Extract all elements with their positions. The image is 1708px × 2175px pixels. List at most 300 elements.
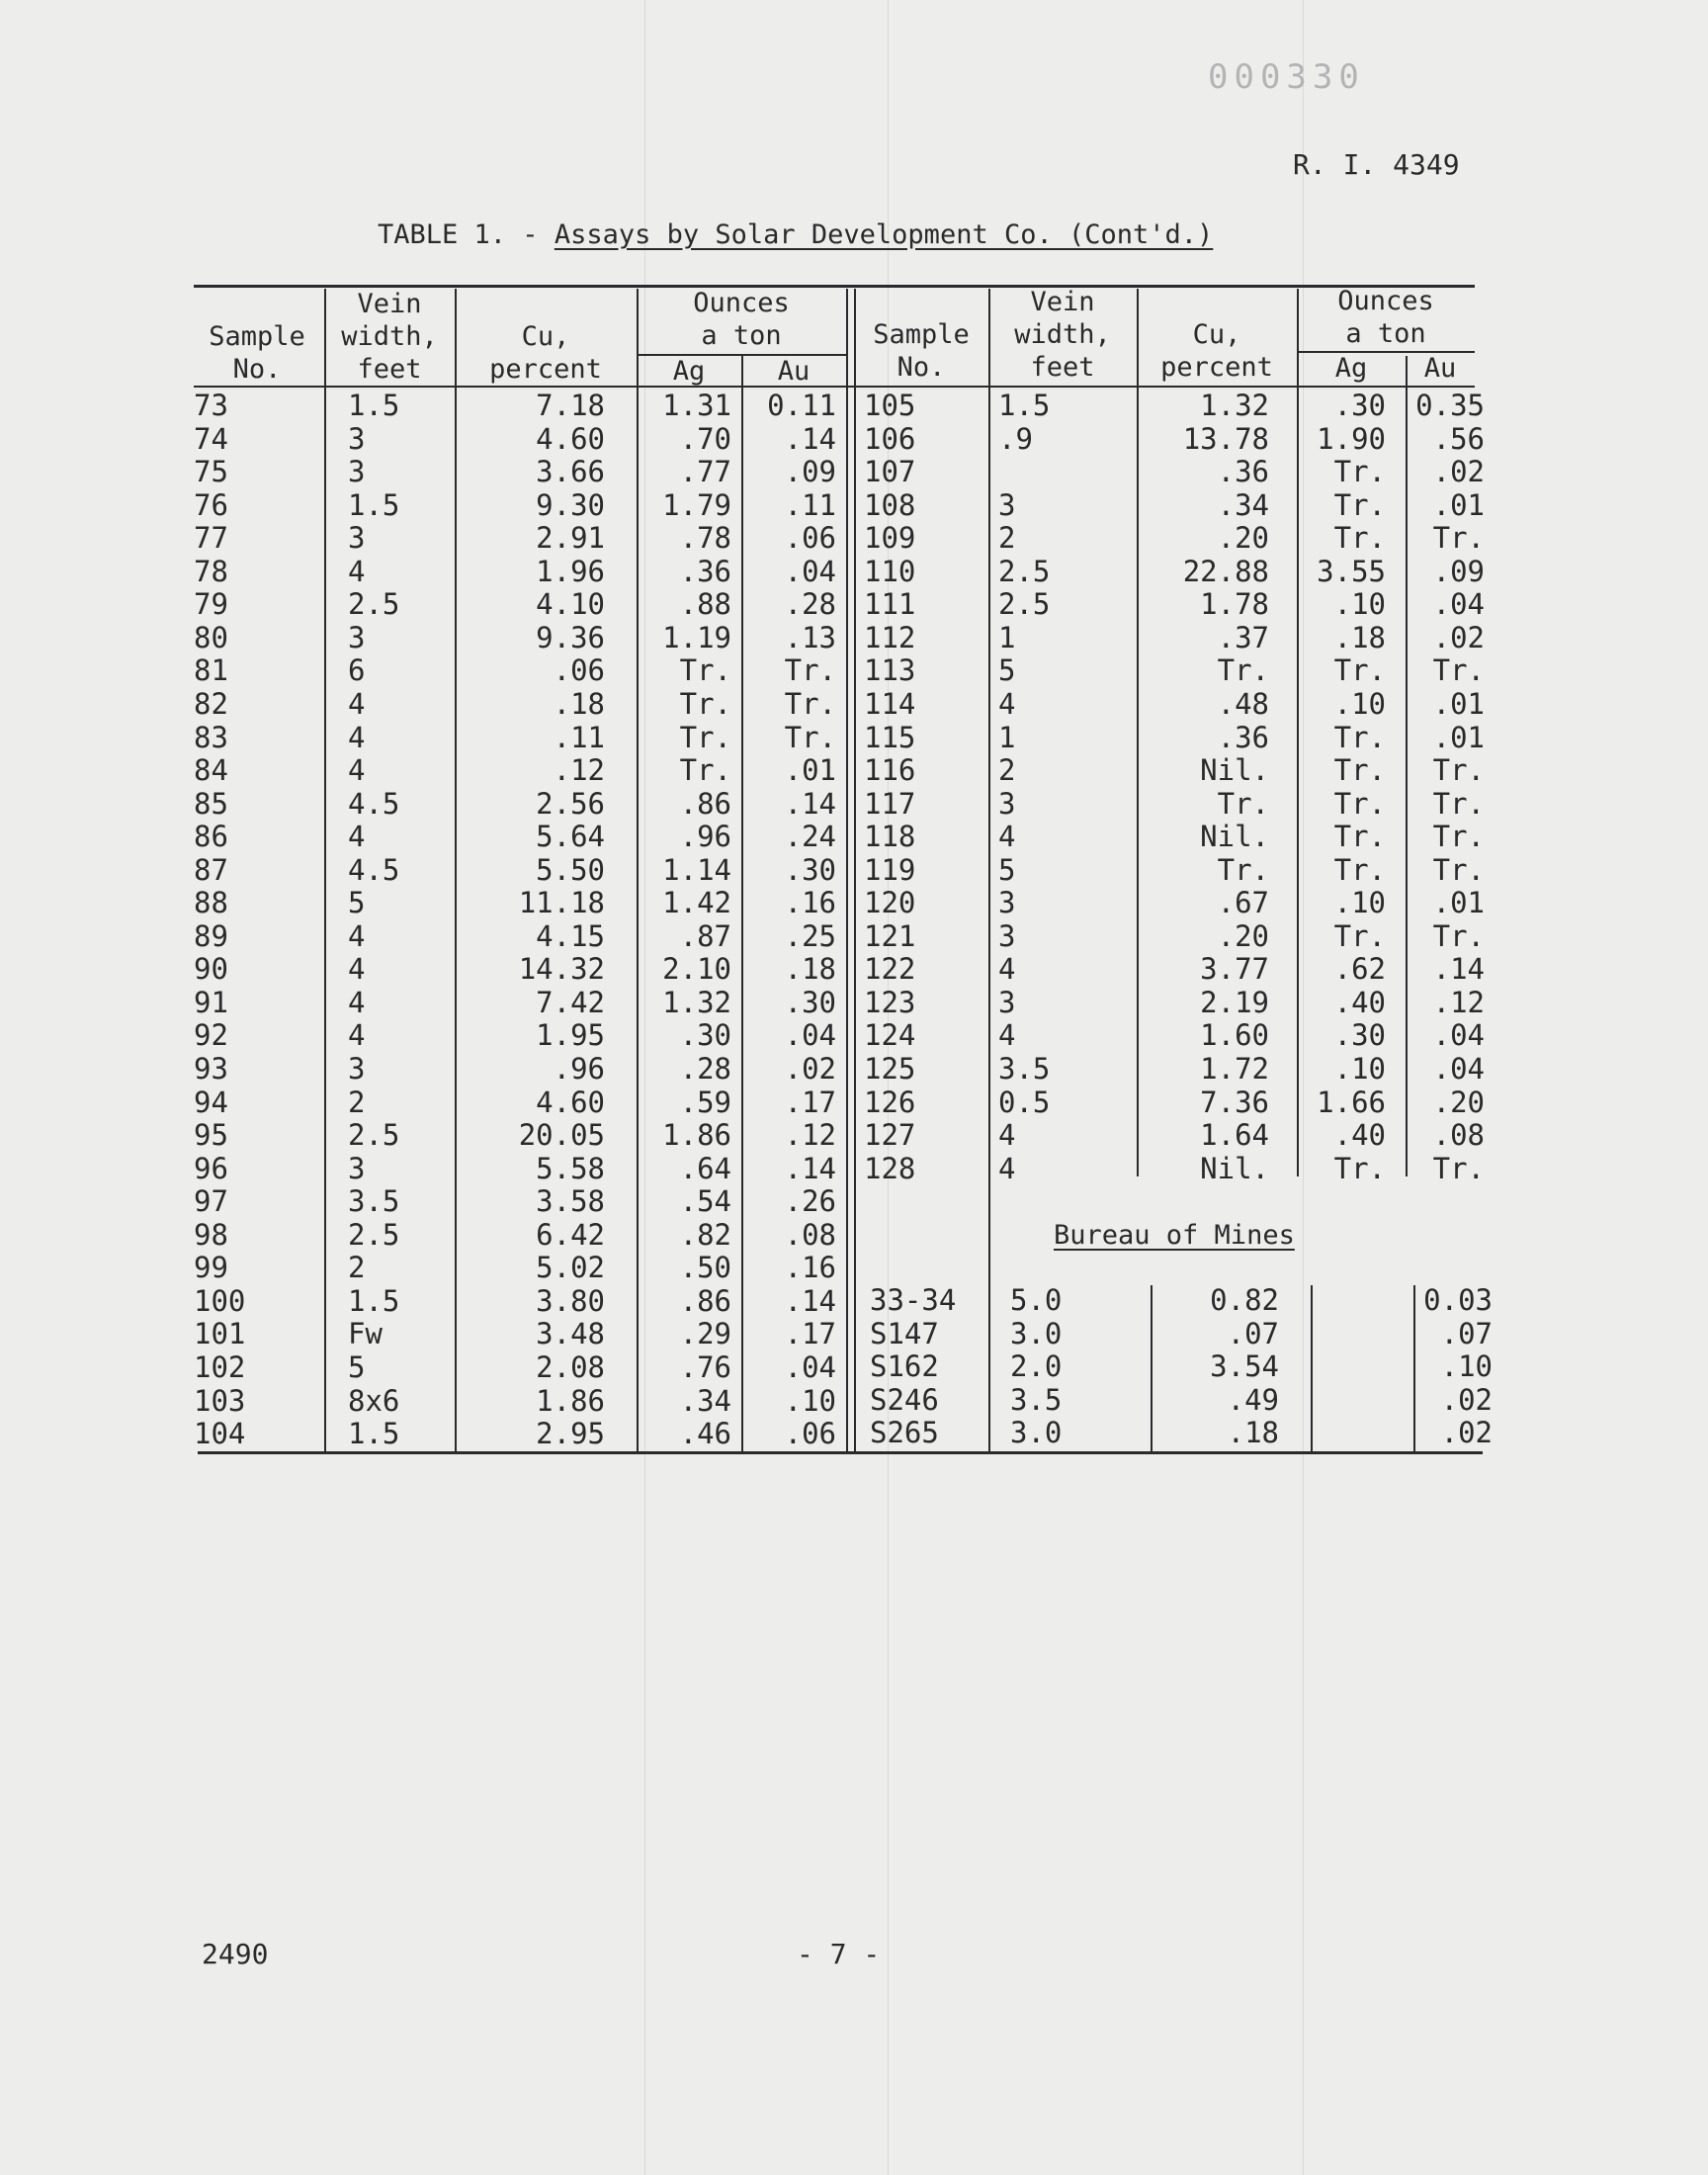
- left-row-ag: .87: [679, 918, 731, 953]
- header-vein-left-line-1: width,: [341, 321, 438, 352]
- left-row-au: .14: [784, 786, 836, 821]
- left-row-au: Tr.: [784, 720, 836, 754]
- left-row-ag: 1.14: [662, 852, 731, 887]
- left-row-vein: 2: [348, 1085, 366, 1119]
- right-row-vein: 2.5: [998, 554, 1051, 588]
- left-row-cu: 5.02: [536, 1251, 605, 1285]
- bureau-row-vein: 2.0: [1010, 1349, 1063, 1384]
- header-sample-right-line-0: Sample: [873, 319, 970, 350]
- header-ag-right: Ag: [1334, 353, 1368, 384]
- left-row-vein: 4: [348, 820, 366, 854]
- page-number: - 7 -: [797, 1938, 881, 1970]
- header-ounces-left-line-0: Ounces: [693, 288, 790, 318]
- left-row-sample: 98: [194, 1217, 228, 1252]
- left-row-sample: 76: [194, 487, 228, 522]
- right-row-ag: Tr.: [1333, 753, 1386, 788]
- left-row-ag: 1.42: [662, 886, 731, 920]
- left-row-ag: .88: [679, 587, 731, 622]
- left-row-cu: 6.42: [536, 1217, 605, 1252]
- bureau-row-vein: 3.5: [1010, 1382, 1063, 1417]
- left-row-cu: .11: [553, 720, 605, 754]
- right-row-sample: 112: [864, 620, 916, 654]
- left-row-cu: 2.56: [536, 786, 605, 821]
- left-row-sample: 91: [194, 985, 228, 1019]
- left-row-au: .06: [784, 1417, 836, 1451]
- left-row-au: .30: [784, 852, 836, 887]
- right-row-ag: 3.55: [1317, 554, 1386, 588]
- left-row-cu: 14.32: [518, 952, 605, 987]
- left-row-sample: 81: [194, 653, 228, 688]
- right-row-vein: 4: [998, 820, 1016, 854]
- right-row-cu: 1.32: [1200, 389, 1269, 422]
- left-row-vein: 3: [348, 521, 366, 556]
- left-row-vein: 4: [348, 554, 366, 588]
- right-row-cu: Nil.: [1200, 1151, 1269, 1185]
- left-row-au: .09: [784, 455, 836, 489]
- left-row-sample: 74: [194, 421, 228, 456]
- right-row-au: .08: [1432, 1118, 1485, 1153]
- left-row-vein: 8x6: [348, 1383, 400, 1418]
- left-row-sample: 100: [194, 1283, 246, 1318]
- left-row-cu: 3.48: [536, 1317, 605, 1351]
- left-row-ag: .30: [679, 1018, 731, 1053]
- right-row-sample: 128: [864, 1151, 916, 1185]
- right-row-cu: .36: [1217, 720, 1269, 754]
- left-row-sample: 101: [194, 1317, 246, 1351]
- right-row-sample: 120: [864, 886, 916, 920]
- left-row-sample: 102: [194, 1349, 246, 1384]
- header-cu-left-line-1: percent: [489, 354, 602, 385]
- right-row-ag: Tr.: [1333, 918, 1386, 953]
- right-row-sample: 118: [864, 820, 916, 854]
- table-title-prefix: TABLE 1. -: [378, 219, 555, 250]
- vrule-right-1: [988, 289, 990, 1451]
- right-row-vein: 2: [998, 521, 1016, 556]
- left-row-cu: 1.96: [536, 554, 605, 588]
- left-row-vein: 2.5: [348, 587, 400, 622]
- left-row-ag: .28: [679, 1052, 731, 1086]
- right-row-cu: 1.64: [1200, 1118, 1269, 1153]
- bureau-row-sample: S265: [870, 1416, 939, 1450]
- left-row-ag: .96: [679, 820, 731, 854]
- bureau-row-vein: 5.0: [1010, 1283, 1063, 1317]
- archive-stamp: 000330: [1208, 57, 1365, 97]
- right-row-ag: 1.90: [1317, 421, 1386, 456]
- right-row-ag: .10: [1333, 886, 1386, 920]
- right-row-au: Tr.: [1432, 786, 1485, 821]
- left-row-ag: .78: [679, 521, 731, 556]
- left-row-au: .26: [784, 1184, 836, 1219]
- bureau-row-sample: 33-34: [870, 1283, 957, 1317]
- right-row-cu: .20: [1217, 918, 1269, 953]
- right-row-cu: Nil.: [1200, 753, 1269, 788]
- right-row-vein: 2.5: [998, 587, 1051, 622]
- left-row-vein: 4: [348, 720, 366, 754]
- right-row-sample: 125: [864, 1052, 916, 1086]
- left-row-vein: 5: [348, 886, 366, 920]
- left-row-sample: 79: [194, 587, 228, 622]
- bureau-row-cu: .18: [1227, 1416, 1279, 1450]
- left-row-au: .17: [784, 1085, 836, 1119]
- right-row-ag: 1.66: [1317, 1085, 1386, 1119]
- right-row-sample: 110: [864, 554, 916, 588]
- left-row-cu: 2.08: [536, 1349, 605, 1384]
- right-row-au: .04: [1432, 1018, 1485, 1053]
- right-row-sample: 123: [864, 985, 916, 1019]
- header-vein-left-line-0: Vein: [357, 289, 422, 319]
- left-row-cu: 2.95: [536, 1417, 605, 1451]
- right-row-cu: Tr.: [1217, 852, 1269, 887]
- right-row-au: .01: [1432, 886, 1485, 920]
- left-row-vein: 4: [348, 985, 366, 1019]
- right-row-sample: 109: [864, 521, 916, 556]
- right-row-sample: 113: [864, 653, 916, 688]
- left-row-vein: 6: [348, 653, 366, 688]
- right-row-vein: 4: [998, 1118, 1016, 1153]
- left-row-au: .11: [784, 487, 836, 522]
- left-row-au: .04: [784, 1349, 836, 1384]
- right-row-au: Tr.: [1432, 1151, 1485, 1185]
- left-row-sample: 89: [194, 918, 228, 953]
- left-row-au: .24: [784, 820, 836, 854]
- left-row-vein: Fw: [348, 1317, 383, 1351]
- left-row-vein: 5: [348, 1349, 366, 1384]
- right-row-au: .02: [1432, 620, 1485, 654]
- left-row-vein: 4.5: [348, 786, 400, 821]
- left-row-cu: 4.60: [536, 1085, 605, 1119]
- right-row-cu: 7.36: [1200, 1085, 1269, 1119]
- right-row-ag: .10: [1333, 587, 1386, 622]
- right-row-cu: .34: [1217, 487, 1269, 522]
- left-row-cu: .12: [553, 753, 605, 788]
- left-row-vein: 1.5: [348, 1417, 400, 1451]
- left-row-vein: 3.5: [348, 1184, 400, 1219]
- left-row-sample: 103: [194, 1383, 246, 1418]
- header-sample-left-line-1: No.: [232, 354, 282, 385]
- right-row-sample: 127: [864, 1118, 916, 1153]
- right-row-vein: 2: [998, 753, 1016, 788]
- left-row-au: .08: [784, 1217, 836, 1252]
- left-row-au: .28: [784, 587, 836, 622]
- left-row-cu: 4.60: [536, 421, 605, 456]
- bureau-row-sample: S246: [870, 1382, 939, 1417]
- left-row-sample: 93: [194, 1052, 228, 1086]
- right-row-au: .20: [1432, 1085, 1485, 1119]
- left-row-cu: 5.58: [536, 1151, 605, 1185]
- bureau-row-au: .02: [1440, 1382, 1493, 1417]
- left-row-sample: 85: [194, 786, 228, 821]
- left-row-cu: 20.05: [518, 1118, 605, 1153]
- left-row-au: .30: [784, 985, 836, 1019]
- left-row-sample: 99: [194, 1251, 228, 1285]
- left-row-au: .17: [784, 1317, 836, 1351]
- left-row-au: .25: [784, 918, 836, 953]
- right-row-vein: 3: [998, 886, 1016, 920]
- right-row-ag: Tr.: [1333, 720, 1386, 754]
- right-row-vein: 4: [998, 1018, 1016, 1053]
- left-row-sample: 88: [194, 886, 228, 920]
- right-row-vein: 3: [998, 985, 1016, 1019]
- header-cu-left-line-0: Cu,: [521, 321, 570, 352]
- left-row-sample: 86: [194, 820, 228, 854]
- report-id: R. I. 4349: [1293, 148, 1460, 181]
- left-row-vein: 2.5: [348, 1217, 400, 1252]
- left-row-ag: Tr.: [679, 653, 731, 688]
- left-row-au: .16: [784, 1251, 836, 1285]
- left-row-au: .04: [784, 1018, 836, 1053]
- right-row-au: Tr.: [1432, 820, 1485, 854]
- right-row-cu: Tr.: [1217, 786, 1269, 821]
- left-row-ag: 1.86: [662, 1118, 731, 1153]
- right-row-au: .04: [1432, 587, 1485, 622]
- header-vein-right-line-1: width,: [1014, 319, 1111, 350]
- left-row-au: .14: [784, 421, 836, 456]
- left-row-cu: .06: [553, 653, 605, 688]
- left-row-ag: .29: [679, 1317, 731, 1351]
- left-row-au: Tr.: [784, 653, 836, 688]
- right-row-cu: 1.60: [1200, 1018, 1269, 1053]
- header-ag-left: Ag: [672, 356, 706, 387]
- left-row-ag: Tr.: [679, 720, 731, 754]
- bureau-row-vein: 3.0: [1010, 1316, 1063, 1350]
- table-title: [378, 219, 1213, 250]
- right-row-cu: .20: [1217, 521, 1269, 556]
- right-row-ag: Tr.: [1333, 521, 1386, 556]
- header-vein-right-line-2: feet: [1030, 352, 1095, 383]
- header-ounces-right-line-0: Ounces: [1337, 286, 1434, 316]
- left-row-ag: 1.79: [662, 487, 731, 522]
- left-row-cu: 3.66: [536, 455, 605, 489]
- left-row-cu: 9.30: [536, 487, 605, 522]
- right-row-vein: 1: [998, 620, 1016, 654]
- left-row-ag: .46: [679, 1417, 731, 1451]
- left-row-sample: 77: [194, 521, 228, 556]
- left-row-cu: 9.36: [536, 620, 605, 654]
- right-row-ag: .40: [1333, 1118, 1386, 1153]
- left-row-ag: 2.10: [662, 952, 731, 987]
- left-row-sample: 94: [194, 1085, 228, 1119]
- right-row-au: .04: [1432, 1052, 1485, 1086]
- page-code: 2490: [202, 1938, 269, 1970]
- left-row-ag: 1.32: [662, 985, 731, 1019]
- header-sample-left-line-0: Sample: [209, 321, 305, 352]
- left-row-sample: 73: [194, 389, 228, 422]
- bureau-row-cu: 3.54: [1210, 1349, 1279, 1384]
- left-row-vein: 1.5: [348, 389, 400, 422]
- right-row-vein: 4: [998, 952, 1016, 987]
- left-row-sample: 78: [194, 554, 228, 588]
- left-row-ag: .86: [679, 786, 731, 821]
- left-row-ag: .70: [679, 421, 731, 456]
- right-row-au: .01: [1432, 720, 1485, 754]
- left-row-ag: .34: [679, 1383, 731, 1418]
- right-row-ag: Tr.: [1333, 820, 1386, 854]
- left-row-cu: 3.58: [536, 1184, 605, 1219]
- right-row-sample: 111: [864, 587, 916, 622]
- right-row-au: .02: [1432, 455, 1485, 489]
- left-row-vein: 4: [348, 952, 366, 987]
- left-row-au: .12: [784, 1118, 836, 1153]
- left-row-ag: .76: [679, 1349, 731, 1384]
- header-cu-right-line-0: Cu,: [1192, 319, 1241, 350]
- right-row-sample: 116: [864, 753, 916, 788]
- left-row-vein: 2.5: [348, 1118, 400, 1153]
- right-row-au: Tr.: [1432, 918, 1485, 953]
- right-row-au: Tr.: [1432, 852, 1485, 887]
- left-row-vein: 4: [348, 753, 366, 788]
- left-row-au: .04: [784, 554, 836, 588]
- left-row-cu: 7.18: [536, 389, 605, 422]
- right-row-cu: .67: [1217, 886, 1269, 920]
- left-row-ag: .82: [679, 1217, 731, 1252]
- header-au-right: Au: [1423, 353, 1457, 384]
- left-row-cu: 4.10: [536, 587, 605, 622]
- right-row-au: .12: [1432, 985, 1485, 1019]
- right-row-cu: 3.77: [1200, 952, 1269, 987]
- left-row-vein: 3: [348, 1151, 366, 1185]
- right-row-au: Tr.: [1432, 521, 1485, 556]
- right-row-cu: 1.72: [1200, 1052, 1269, 1086]
- right-row-vein: .9: [998, 421, 1033, 456]
- left-row-ag: Tr.: [679, 686, 731, 721]
- right-row-sample: 107: [864, 455, 916, 489]
- right-row-sample: 115: [864, 720, 916, 754]
- left-row-au: .13: [784, 620, 836, 654]
- right-row-sample: 105: [864, 389, 916, 422]
- left-row-sample: 75: [194, 455, 228, 489]
- right-row-sample: 119: [864, 852, 916, 887]
- left-row-cu: 3.80: [536, 1283, 605, 1318]
- vrule-mid-1: [846, 289, 848, 1451]
- bureau-row-au: 0.03: [1423, 1283, 1493, 1317]
- header-ounces-left-line-1: a ton: [701, 320, 782, 351]
- left-row-ag: .59: [679, 1085, 731, 1119]
- left-row-sample: 92: [194, 1018, 228, 1053]
- left-row-au: .01: [784, 753, 836, 788]
- right-row-sample: 117: [864, 786, 916, 821]
- left-row-cu: 7.42: [536, 985, 605, 1019]
- vrule-mid-2: [854, 289, 856, 1451]
- left-row-vein: 1.5: [348, 487, 400, 522]
- left-row-sample: 83: [194, 720, 228, 754]
- right-row-sample: 122: [864, 952, 916, 987]
- left-row-sample: 84: [194, 753, 228, 788]
- left-row-cu: 5.64: [536, 820, 605, 854]
- header-vein-right-line-0: Vein: [1030, 287, 1095, 317]
- left-row-vein: 3: [348, 1052, 366, 1086]
- right-row-au: Tr.: [1432, 653, 1485, 688]
- left-row-sample: 87: [194, 852, 228, 887]
- left-row-vein: 3: [348, 455, 366, 489]
- right-row-vein: 3: [998, 918, 1016, 953]
- right-row-cu: .48: [1217, 686, 1269, 721]
- bureau-row-cu: .07: [1227, 1316, 1279, 1350]
- right-row-vein: 3: [998, 487, 1016, 522]
- left-row-cu: 5.50: [536, 852, 605, 887]
- right-row-ag: .30: [1333, 1018, 1386, 1053]
- right-row-ag: Tr.: [1333, 653, 1386, 688]
- table-bottom-rule: [198, 1451, 1483, 1454]
- right-row-ag: Tr.: [1333, 786, 1386, 821]
- right-row-au: .01: [1432, 487, 1485, 522]
- right-row-au: .09: [1432, 554, 1485, 588]
- bureau-row-vein: 3.0: [1010, 1416, 1063, 1450]
- header-au-left: Au: [777, 356, 811, 387]
- right-row-ag: Tr.: [1333, 852, 1386, 887]
- right-row-ag: .62: [1333, 952, 1386, 987]
- left-row-au: .14: [784, 1283, 836, 1318]
- right-row-sample: 126: [864, 1085, 916, 1119]
- left-row-au: .06: [784, 521, 836, 556]
- right-row-cu: .37: [1217, 620, 1269, 654]
- right-row-cu: 13.78: [1182, 421, 1269, 456]
- right-row-au: Tr.: [1432, 753, 1485, 788]
- left-row-au: .14: [784, 1151, 836, 1185]
- vrule-bom-2: [1311, 1285, 1313, 1451]
- right-row-vein: 3.5: [998, 1052, 1051, 1086]
- right-row-vein: 0.5: [998, 1085, 1051, 1119]
- left-row-cu: 11.18: [518, 886, 605, 920]
- bureau-row-cu: .49: [1227, 1382, 1279, 1417]
- right-row-sample: 114: [864, 686, 916, 721]
- right-row-cu: .36: [1217, 455, 1269, 489]
- left-row-cu: 1.86: [536, 1383, 605, 1418]
- header-sample-right-line-1: No.: [897, 352, 946, 383]
- right-row-sample: 121: [864, 918, 916, 953]
- left-row-au: Tr.: [784, 686, 836, 721]
- right-row-vein: 1: [998, 720, 1016, 754]
- right-row-cu: Tr.: [1217, 653, 1269, 688]
- left-row-au: .10: [784, 1383, 836, 1418]
- right-row-cu: 22.88: [1182, 554, 1269, 588]
- left-row-ag: Tr.: [679, 753, 731, 788]
- left-row-cu: .18: [553, 686, 605, 721]
- left-row-au: .02: [784, 1052, 836, 1086]
- left-row-ag: .54: [679, 1184, 731, 1219]
- right-row-au: .14: [1432, 952, 1485, 987]
- left-row-sample: 97: [194, 1184, 228, 1219]
- right-row-cu: 2.19: [1200, 985, 1269, 1019]
- right-row-au: 0.35: [1415, 389, 1485, 422]
- left-row-cu: 4.15: [536, 918, 605, 953]
- left-row-sample: 80: [194, 620, 228, 654]
- right-row-ag: Tr.: [1333, 1151, 1386, 1185]
- right-row-vein: 1.5: [998, 389, 1051, 422]
- left-row-ag: .36: [679, 554, 731, 588]
- header-ounces-right-line-1: a ton: [1345, 318, 1426, 349]
- right-row-cu: 1.78: [1200, 587, 1269, 622]
- vrule-left-1: [324, 289, 326, 1451]
- left-row-ag: .77: [679, 455, 731, 489]
- right-row-au: .01: [1432, 686, 1485, 721]
- left-row-au: 0.11: [767, 389, 836, 422]
- left-row-vein: 4.5: [348, 852, 400, 887]
- left-row-au: .16: [784, 886, 836, 920]
- bureau-row-au: .07: [1440, 1316, 1493, 1350]
- right-row-sample: 124: [864, 1018, 916, 1053]
- left-row-vein: 4: [348, 918, 366, 953]
- left-row-au: .18: [784, 952, 836, 987]
- right-row-vein: 3: [998, 786, 1016, 821]
- right-row-ag: Tr.: [1333, 455, 1386, 489]
- left-row-vein: 2: [348, 1251, 366, 1285]
- right-row-vein: 5: [998, 852, 1016, 887]
- left-row-ag: .64: [679, 1151, 731, 1185]
- right-row-vein: 4: [998, 686, 1016, 721]
- header-vein-left-line-2: feet: [357, 354, 422, 385]
- right-row-ag: Tr.: [1333, 487, 1386, 522]
- right-row-ag: .10: [1333, 1052, 1386, 1086]
